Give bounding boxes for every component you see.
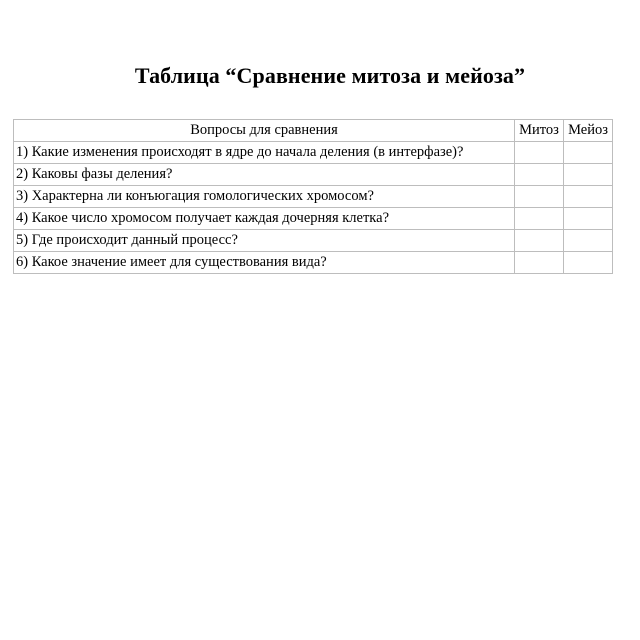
comparison-table <box>13 119 613 274</box>
table-row <box>14 230 613 252</box>
header-questions: Вопросы для сравнения <box>14 120 515 142</box>
question-cell: 6) Какое значение имеет для существования вида? <box>14 252 515 274</box>
header-meiosis: Мейоз <box>564 120 613 142</box>
mitosis-answer-cell <box>515 186 564 208</box>
meiosis-answer-cell <box>564 186 613 208</box>
page-title: Таблица “Сравнение митоза и мейоза” <box>134 63 526 88</box>
table-row <box>14 186 613 208</box>
mitosis-answer-cell <box>515 230 564 252</box>
question-cell: 4) Какое число хромосом получает каждая дочерняя клетка? <box>14 208 515 230</box>
mitosis-answer-cell <box>515 252 564 274</box>
question-cell: 2) Каковы фазы деления? <box>14 164 515 186</box>
table-row <box>14 164 613 186</box>
question-cell: 1) Какие изменения происходят в ядре до начала деления (в интерфазе)? <box>14 142 515 164</box>
meiosis-answer-cell <box>564 142 613 164</box>
mitosis-answer-cell <box>515 164 564 186</box>
question-cell: 5) Где происходит данный процесс? <box>14 230 515 252</box>
table-row <box>14 208 613 230</box>
meiosis-answer-cell <box>564 164 613 186</box>
table-row <box>14 142 613 164</box>
mitosis-answer-cell <box>515 142 564 164</box>
meiosis-answer-cell <box>564 252 613 274</box>
mitosis-answer-cell <box>515 208 564 230</box>
meiosis-answer-cell <box>564 230 613 252</box>
table-row <box>14 252 613 274</box>
question-cell: 3) Характерна ли конъюгация гомологических хромосом? <box>14 186 515 208</box>
header-mitosis: Митоз <box>515 120 564 142</box>
table-header-row <box>14 120 613 142</box>
meiosis-answer-cell <box>564 208 613 230</box>
